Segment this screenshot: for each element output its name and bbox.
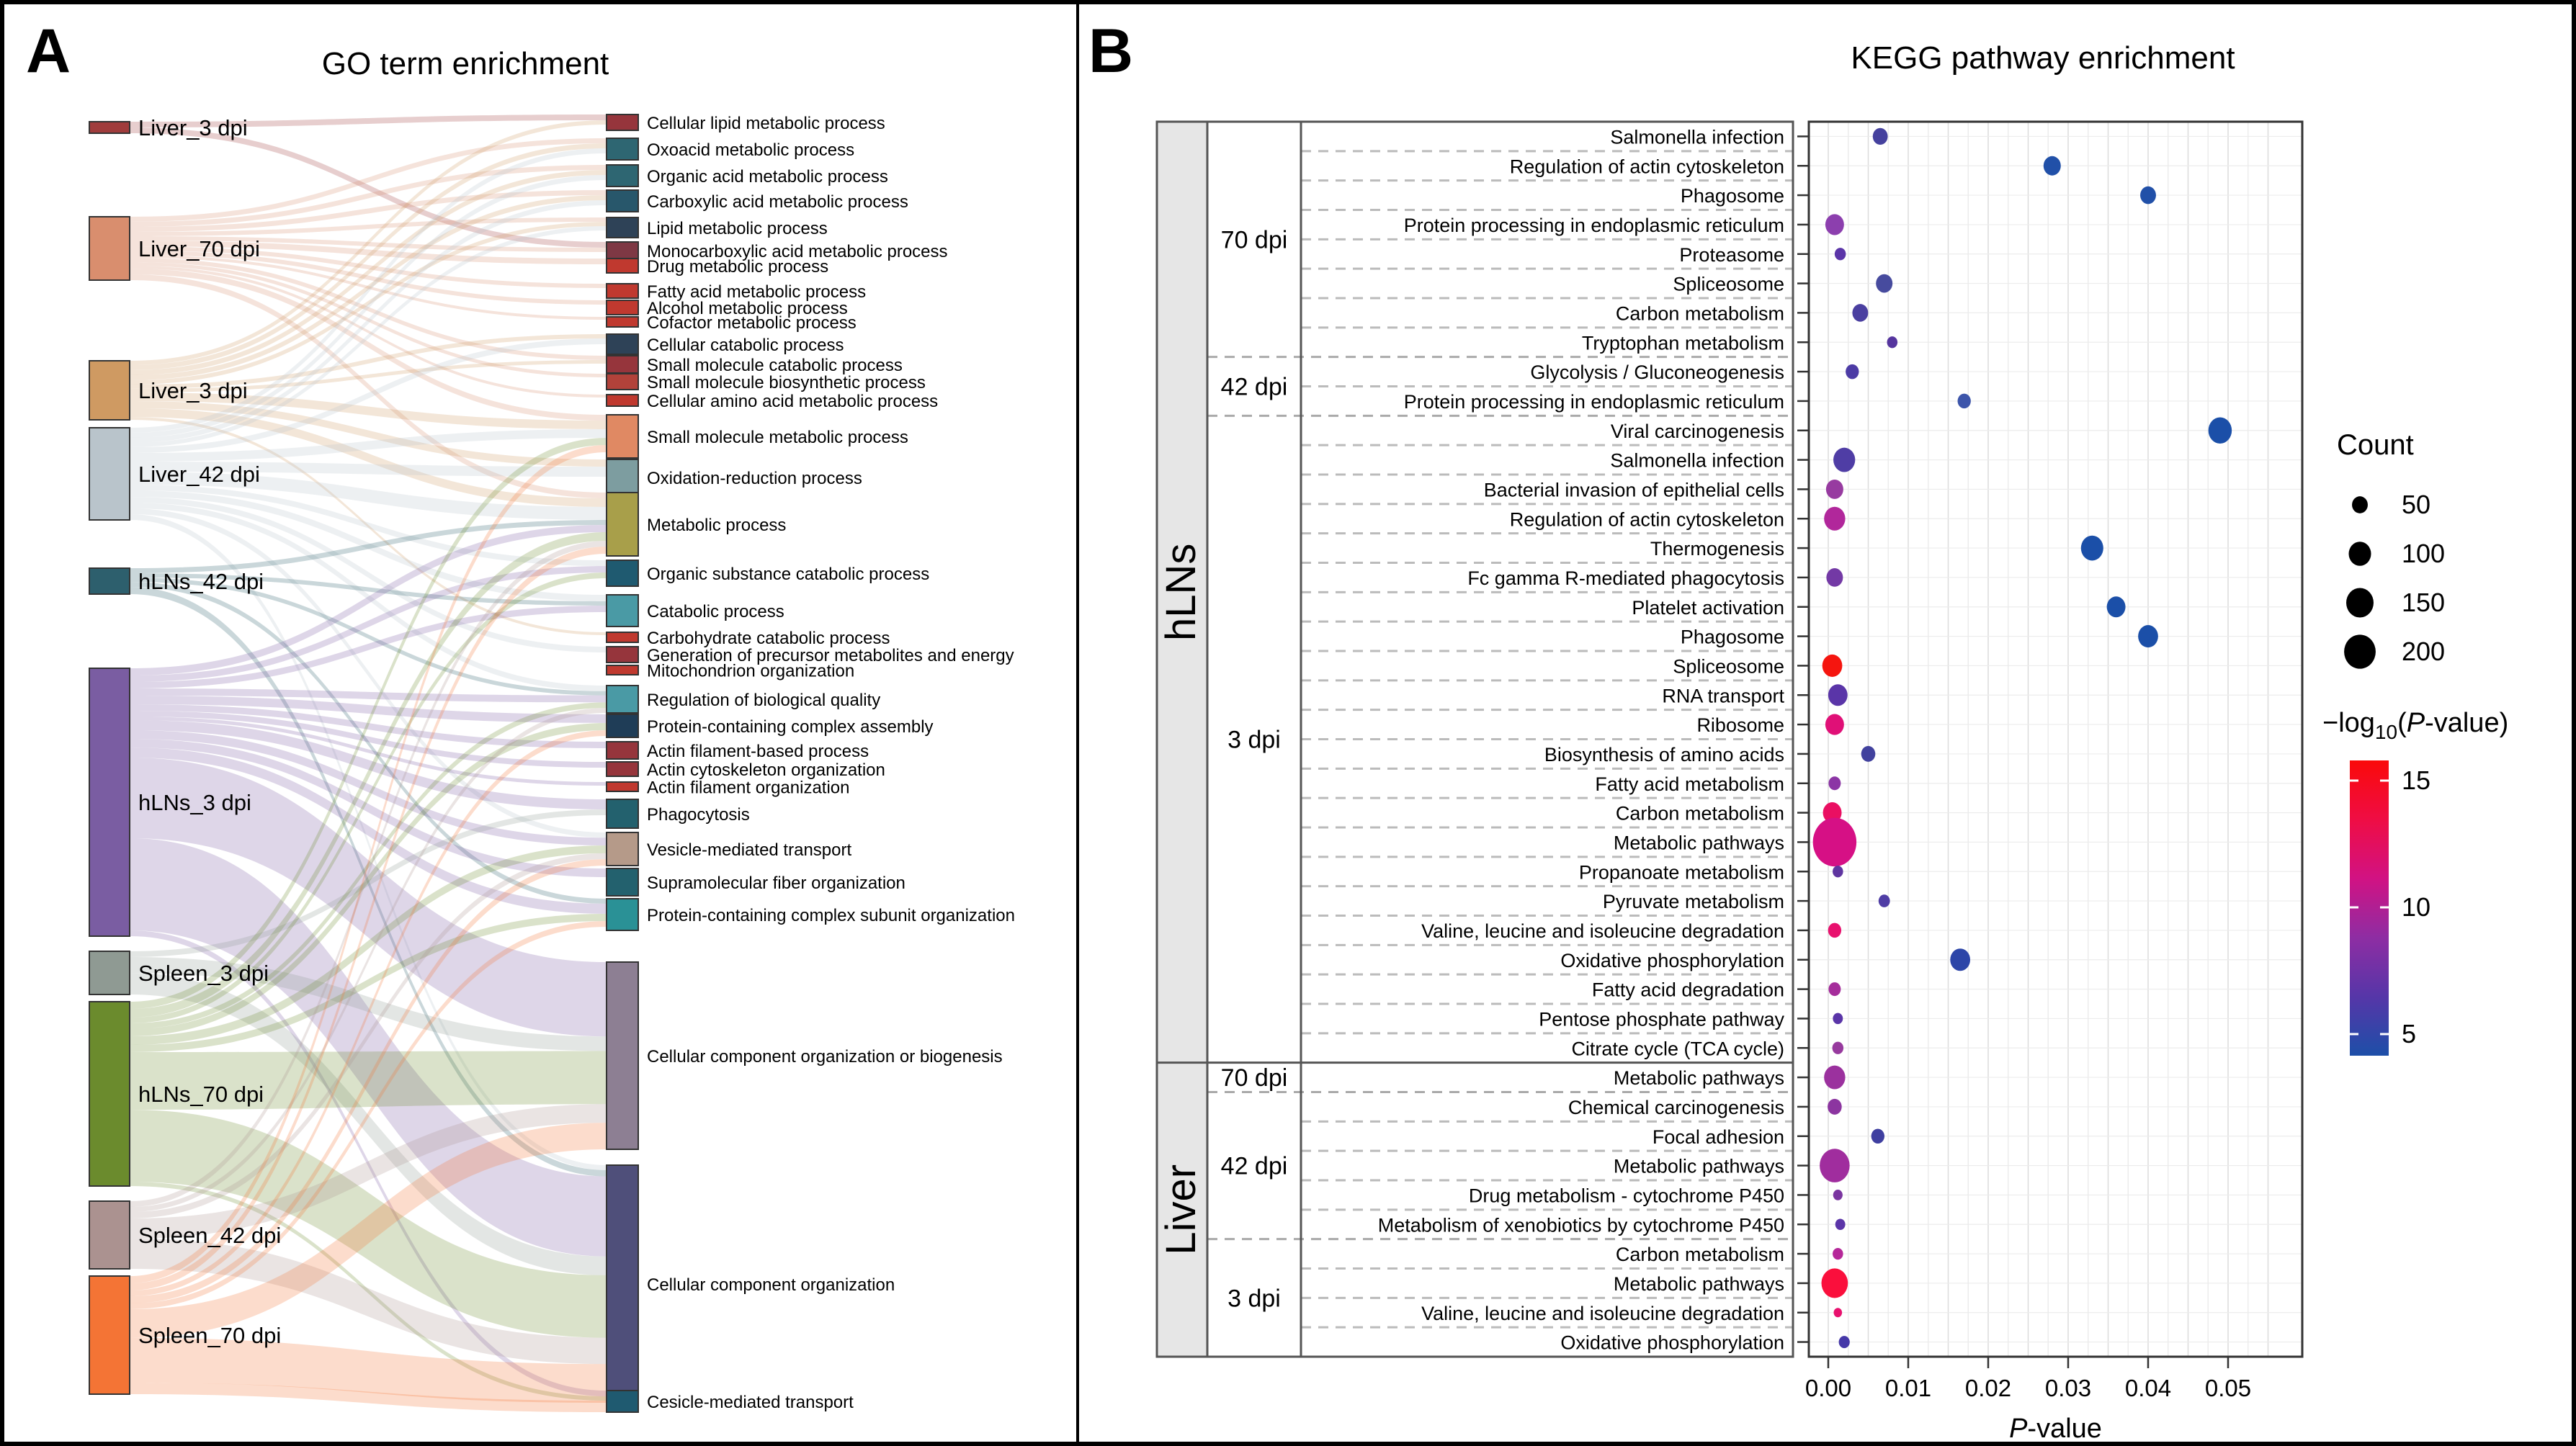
sankey-right-node xyxy=(607,962,638,1149)
sankey-right-node-label: Cellular component organization or biogenesis xyxy=(647,1047,1003,1066)
x-tick-label: 0.03 xyxy=(2044,1375,2092,1401)
sankey-right-node xyxy=(607,595,638,627)
sankey-right-node-label: Actin filament-based process xyxy=(647,742,869,761)
pathway-dot xyxy=(1824,507,1845,531)
sankey-right-node xyxy=(607,832,638,866)
color-legend-tick-label: 15 xyxy=(2402,765,2431,795)
pathway-label: Focal adhesion xyxy=(1652,1126,1784,1148)
pathway-dot xyxy=(1873,128,1888,145)
sankey-right-node-label: Small molecule catabolic process xyxy=(647,356,903,375)
pathway-label: Metabolic pathways xyxy=(1613,1067,1784,1090)
pathway-dot xyxy=(1835,1218,1846,1230)
sankey-left-node xyxy=(89,428,130,520)
pathway-label: Platelet activation xyxy=(1632,596,1784,619)
sankey-right-node xyxy=(607,415,638,458)
sankey-left-node xyxy=(89,951,130,994)
pathway-dot xyxy=(2044,156,2061,176)
group-label: hLNs xyxy=(1158,543,1204,642)
pathway-label: Metabolism of xenobiotics by cytochrome P450 xyxy=(1377,1214,1784,1236)
color-legend-tick-label: 5 xyxy=(2402,1019,2417,1048)
sankey-left-node xyxy=(89,1201,130,1269)
pathway-dot xyxy=(1871,1128,1884,1144)
pathway-dot xyxy=(1825,214,1844,235)
sankey-right-node-label: Oxoacid metabolic process xyxy=(647,140,855,160)
pathway-label: Regulation of actin cytoskeleton xyxy=(1509,156,1784,178)
pathway-dot xyxy=(1839,1336,1850,1348)
count-legend-value: 200 xyxy=(2402,637,2446,666)
sankey-right-node-label: Protein-containing complex subunit organization xyxy=(647,906,1015,925)
pathway-label: Carbon metabolism xyxy=(1615,302,1784,325)
sankey-right-node xyxy=(607,300,638,315)
count-legend-value: 100 xyxy=(2402,539,2446,568)
count-legend-title: Count xyxy=(2337,429,2414,461)
dpi-label: 70 dpi xyxy=(1220,226,1288,254)
sankey-right-node-label: Cellular catabolic process xyxy=(647,336,844,355)
sankey-left-node-label: hLNs_42 dpi xyxy=(138,569,264,594)
sankey-left-node-label: Liver_3 dpi xyxy=(138,378,248,403)
pathway-label: Carbon metabolism xyxy=(1615,1244,1784,1266)
pathway-label: Viral carcinogenesis xyxy=(1610,420,1784,442)
dpi-label: 42 dpi xyxy=(1220,373,1288,401)
pathway-dot xyxy=(1861,746,1876,762)
count-legend-dot xyxy=(2349,542,2371,565)
pathway-label: Tryptophan metabolism xyxy=(1581,332,1784,354)
pathway-label: Metabolic pathways xyxy=(1613,1155,1784,1177)
pathway-dot xyxy=(1820,1149,1850,1182)
sankey-left-node xyxy=(89,217,130,280)
sankey-right-node-label: Organic substance catabolic process xyxy=(647,565,930,584)
pathway-dot xyxy=(1846,364,1859,380)
pathway-label: Biosynthesis of amino acids xyxy=(1544,743,1784,765)
pathway-label: Phagosome xyxy=(1680,626,1784,648)
pathway-dot xyxy=(1823,655,1843,677)
sankey-right-node xyxy=(607,686,638,713)
sankey-right-node-label: Actin filament organization xyxy=(647,778,850,798)
sankey-right-node xyxy=(607,217,638,238)
count-legend-dot xyxy=(2344,634,2376,668)
pathway-dot xyxy=(1824,1066,1845,1090)
x-tick-label: 0.02 xyxy=(1964,1375,2012,1401)
sankey-right-node-label: Small molecule biosynthetic process xyxy=(647,373,926,392)
sankey-right-node-label: Small molecule metabolic process xyxy=(647,428,908,447)
pathway-dot xyxy=(1958,394,1971,409)
x-tick-label: 0.05 xyxy=(2204,1375,2252,1401)
pathway-dot xyxy=(1833,1190,1843,1200)
pathway-label: Chemical carcinogenesis xyxy=(1567,1096,1784,1118)
sankey-right-node xyxy=(607,317,638,327)
sankey-left-node xyxy=(89,668,130,936)
panel-a-letter: A xyxy=(26,17,71,86)
pathway-label: Spliceosome xyxy=(1673,273,1784,295)
pathway-dot xyxy=(2138,625,2158,647)
pathway-dot xyxy=(1852,304,1868,322)
sankey-left-node-label: Liver_42 dpi xyxy=(138,462,260,487)
pathway-dot xyxy=(1950,948,1970,971)
color-legend-title: $-\log_{10}(P-value)$ xyxy=(2322,708,2509,743)
count-legend-dot xyxy=(2352,496,2368,513)
sankey-right-node xyxy=(607,165,638,187)
pathway-label: Protein processing in endoplasmic reticulum xyxy=(1403,214,1784,236)
pathway-label: Thermogenesis xyxy=(1650,538,1784,560)
pathway-label: Proteasome xyxy=(1679,243,1784,266)
sankey-left-node xyxy=(89,1002,130,1186)
x-tick-label: 0.04 xyxy=(2124,1375,2172,1401)
pathway-label: Fatty acid metabolism xyxy=(1595,773,1784,795)
count-legend-dot xyxy=(2346,588,2374,617)
pathway-dot xyxy=(2081,536,2103,561)
pathway-dot xyxy=(1835,248,1846,260)
sankey-right-node xyxy=(607,114,638,130)
dpi-label: 42 dpi xyxy=(1220,1152,1288,1180)
dpi-label: 3 dpi xyxy=(1227,1285,1281,1313)
dpi-label: 3 dpi xyxy=(1227,726,1281,754)
pathway-dot xyxy=(1825,714,1844,735)
count-legend-value: 50 xyxy=(2402,490,2431,519)
sankey-right-node xyxy=(607,632,638,642)
sankey-left-node xyxy=(89,568,130,594)
pathway-dot xyxy=(1834,1308,1843,1317)
sankey-right-node xyxy=(607,899,638,930)
sankey-right-node-label: Cofactor metabolic process xyxy=(647,313,857,333)
sankey-left-node-label: Spleen_70 dpi xyxy=(138,1323,282,1348)
sankey-right-node-label: Carboxylic acid metabolic process xyxy=(647,192,908,212)
sankey-right-node xyxy=(607,395,638,406)
pathway-label: Spliceosome xyxy=(1673,655,1784,678)
sankey-right-node xyxy=(607,259,638,273)
pathway-dot xyxy=(1828,776,1841,790)
sankey-right-node xyxy=(607,284,638,298)
sankey-right-node xyxy=(607,782,638,791)
pathway-label: Pyruvate metabolism xyxy=(1602,891,1784,913)
sankey-right-node-label: Drug metabolic process xyxy=(647,257,829,277)
sankey-right-node-label: Regulation of biological quality xyxy=(647,691,881,710)
pathway-dot xyxy=(1833,448,1855,472)
sankey-right-node-label: Lipid metabolic process xyxy=(647,219,828,238)
sankey-right-node-label: Carbohydrate catabolic process xyxy=(647,629,890,648)
pathway-dot xyxy=(1887,336,1898,348)
pathway-dot xyxy=(1828,684,1848,706)
pathway-dot xyxy=(1876,274,1892,293)
pathway-label: Metabolic pathways xyxy=(1613,1272,1784,1295)
pathway-dot xyxy=(2209,418,2232,444)
sankey-right-node xyxy=(607,493,638,556)
sankey-left-node-label: Spleen_42 dpi xyxy=(138,1223,282,1248)
sankey-left-node-label: hLNs_70 dpi xyxy=(138,1082,264,1107)
pathway-label: Fc gamma R-mediated phagocytosis xyxy=(1467,567,1784,589)
sankey-right-node-label: Metabolic process xyxy=(647,516,787,535)
sankey-right-node-label: Cellular component organization xyxy=(647,1275,895,1295)
sankey-right-node xyxy=(607,190,638,212)
pathway-dot xyxy=(1833,1013,1843,1025)
pathway-dot xyxy=(2107,596,2126,617)
go-term-sankey-chart xyxy=(4,4,1079,1446)
pathway-dot xyxy=(1879,894,1890,907)
pathway-label: Oxidative phosphorylation xyxy=(1560,1332,1784,1354)
pathway-label: RNA transport xyxy=(1662,685,1784,707)
sankey-right-node xyxy=(607,334,638,354)
pathway-label: Bacterial invasion of epithelial cells xyxy=(1483,479,1784,501)
sankey-right-node xyxy=(607,1165,638,1403)
sankey-right-node xyxy=(607,374,638,390)
sankey-right-node-label: Mitochondrion organization xyxy=(647,661,855,681)
pathway-dot xyxy=(1813,818,1856,867)
pathway-label: Pentose phosphate pathway xyxy=(1539,1008,1784,1030)
pathway-label: Salmonella infection xyxy=(1610,126,1784,148)
pathway-label: Fatty acid degradation xyxy=(1591,979,1784,1001)
sankey-right-node xyxy=(607,714,638,737)
sankey-right-node xyxy=(607,762,638,776)
sankey-left-node-label: Liver_70 dpi xyxy=(138,236,260,261)
pathway-dot xyxy=(1826,480,1843,499)
sankey-left-node xyxy=(89,361,130,420)
sankey-left-node-label: Spleen_3 dpi xyxy=(138,961,269,986)
sankey-right-node xyxy=(607,799,638,828)
kegg-dotplot-chart xyxy=(1079,4,2576,1446)
pathway-dot xyxy=(1822,1268,1848,1298)
pathway-label: Metabolic pathways xyxy=(1613,832,1784,854)
pathway-label: Oxidative phosphorylation xyxy=(1560,949,1784,971)
sankey-left-node xyxy=(89,122,130,133)
pathway-label: Valine, leucine and isoleucine degradation xyxy=(1421,920,1784,942)
sankey-right-node-label: Cesicle-mediated transport xyxy=(647,1393,854,1412)
sankey-right-node xyxy=(607,665,638,675)
pathway-label: Ribosome xyxy=(1696,714,1784,737)
sankey-right-node-label: Monocarboxylic acid metabolic process xyxy=(647,242,948,261)
sankey-right-node-label: Oxidation-reduction process xyxy=(647,469,862,488)
sankey-right-node-label: Cellular amino acid metabolic process xyxy=(647,392,939,411)
sankey-right-node xyxy=(607,647,638,663)
color-legend-tick-label: 10 xyxy=(2402,892,2431,922)
sankey-right-node xyxy=(607,138,638,160)
pathway-label: Protein processing in endoplasmic reticulum xyxy=(1403,390,1784,413)
sankey-right-node-label: Supramolecular fiber organization xyxy=(647,874,905,893)
sankey-right-node xyxy=(607,1391,638,1412)
pathway-label: Phagosome xyxy=(1680,185,1784,207)
pathway-dot xyxy=(2140,187,2156,205)
x-axis-title: P-value xyxy=(2009,1414,2102,1444)
pathway-label: Glycolysis / Gluconeogenesis xyxy=(1530,362,1784,384)
dpi-label: 70 dpi xyxy=(1220,1064,1288,1092)
x-tick-label: 0.00 xyxy=(1804,1375,1852,1401)
pathway-dot xyxy=(1833,866,1843,877)
pathway-dot xyxy=(1833,1042,1844,1054)
pathway-label: Propanoate metabolism xyxy=(1578,861,1784,884)
sankey-right-node xyxy=(607,242,638,259)
pathway-label: Drug metabolism - cytochrome P450 xyxy=(1468,1185,1784,1207)
count-legend-value: 150 xyxy=(2402,588,2446,617)
sankey-right-node xyxy=(607,356,638,373)
pathway-dot xyxy=(1828,1099,1842,1115)
sankey-right-node-label: Fatty acid metabolic process xyxy=(647,282,867,302)
sankey-left-node-label: hLNs_3 dpi xyxy=(138,790,251,815)
panel-a-title: GO term enrichment xyxy=(321,46,609,81)
sankey-right-node-label: Cellular lipid metabolic process xyxy=(647,114,885,133)
sankey-right-node xyxy=(607,459,638,495)
x-tick-label: 0.01 xyxy=(1884,1375,1932,1401)
pathway-label: Citrate cycle (TCA cycle) xyxy=(1571,1038,1784,1060)
panel-b-letter: B xyxy=(1088,17,1134,86)
pathway-dot xyxy=(1826,568,1843,587)
pathway-label: Regulation of actin cytoskeleton xyxy=(1509,508,1784,531)
sankey-right-node xyxy=(607,560,638,586)
pathway-dot xyxy=(1833,1248,1843,1259)
panel-b-title: KEGG pathway enrichment xyxy=(1851,40,2235,76)
pathway-dot xyxy=(1828,923,1841,938)
sankey-right-node-label: Organic acid metabolic process xyxy=(647,167,888,187)
sankey-left-node-label: Liver_3 dpi xyxy=(138,115,248,140)
pathway-label: Valine, leucine and isoleucine degradation xyxy=(1421,1302,1784,1324)
sankey-left-node xyxy=(89,1276,130,1394)
sankey-right-node-label: Vesicle-mediated transport xyxy=(647,840,852,860)
sankey-right-node xyxy=(607,742,638,759)
sankey-right-node-label: Catabolic process xyxy=(647,602,784,621)
pathway-dot xyxy=(1828,982,1841,996)
sankey-right-node-label: Actin cytoskeleton organization xyxy=(647,760,885,780)
pathway-label: Salmonella infection xyxy=(1610,449,1784,472)
sankey-right-node-label: Generation of precursor metabolites and energy xyxy=(647,646,1014,665)
group-label: Liver xyxy=(1158,1164,1204,1255)
sankey-right-node-label: Phagocytosis xyxy=(647,805,750,825)
sankey-right-node xyxy=(607,868,638,896)
pathway-label: Carbon metabolism xyxy=(1615,802,1784,825)
sankey-right-node-label: Protein-containing complex assembly xyxy=(647,717,934,737)
sankey-right-node-label: Alcohol metabolic process xyxy=(647,299,848,318)
